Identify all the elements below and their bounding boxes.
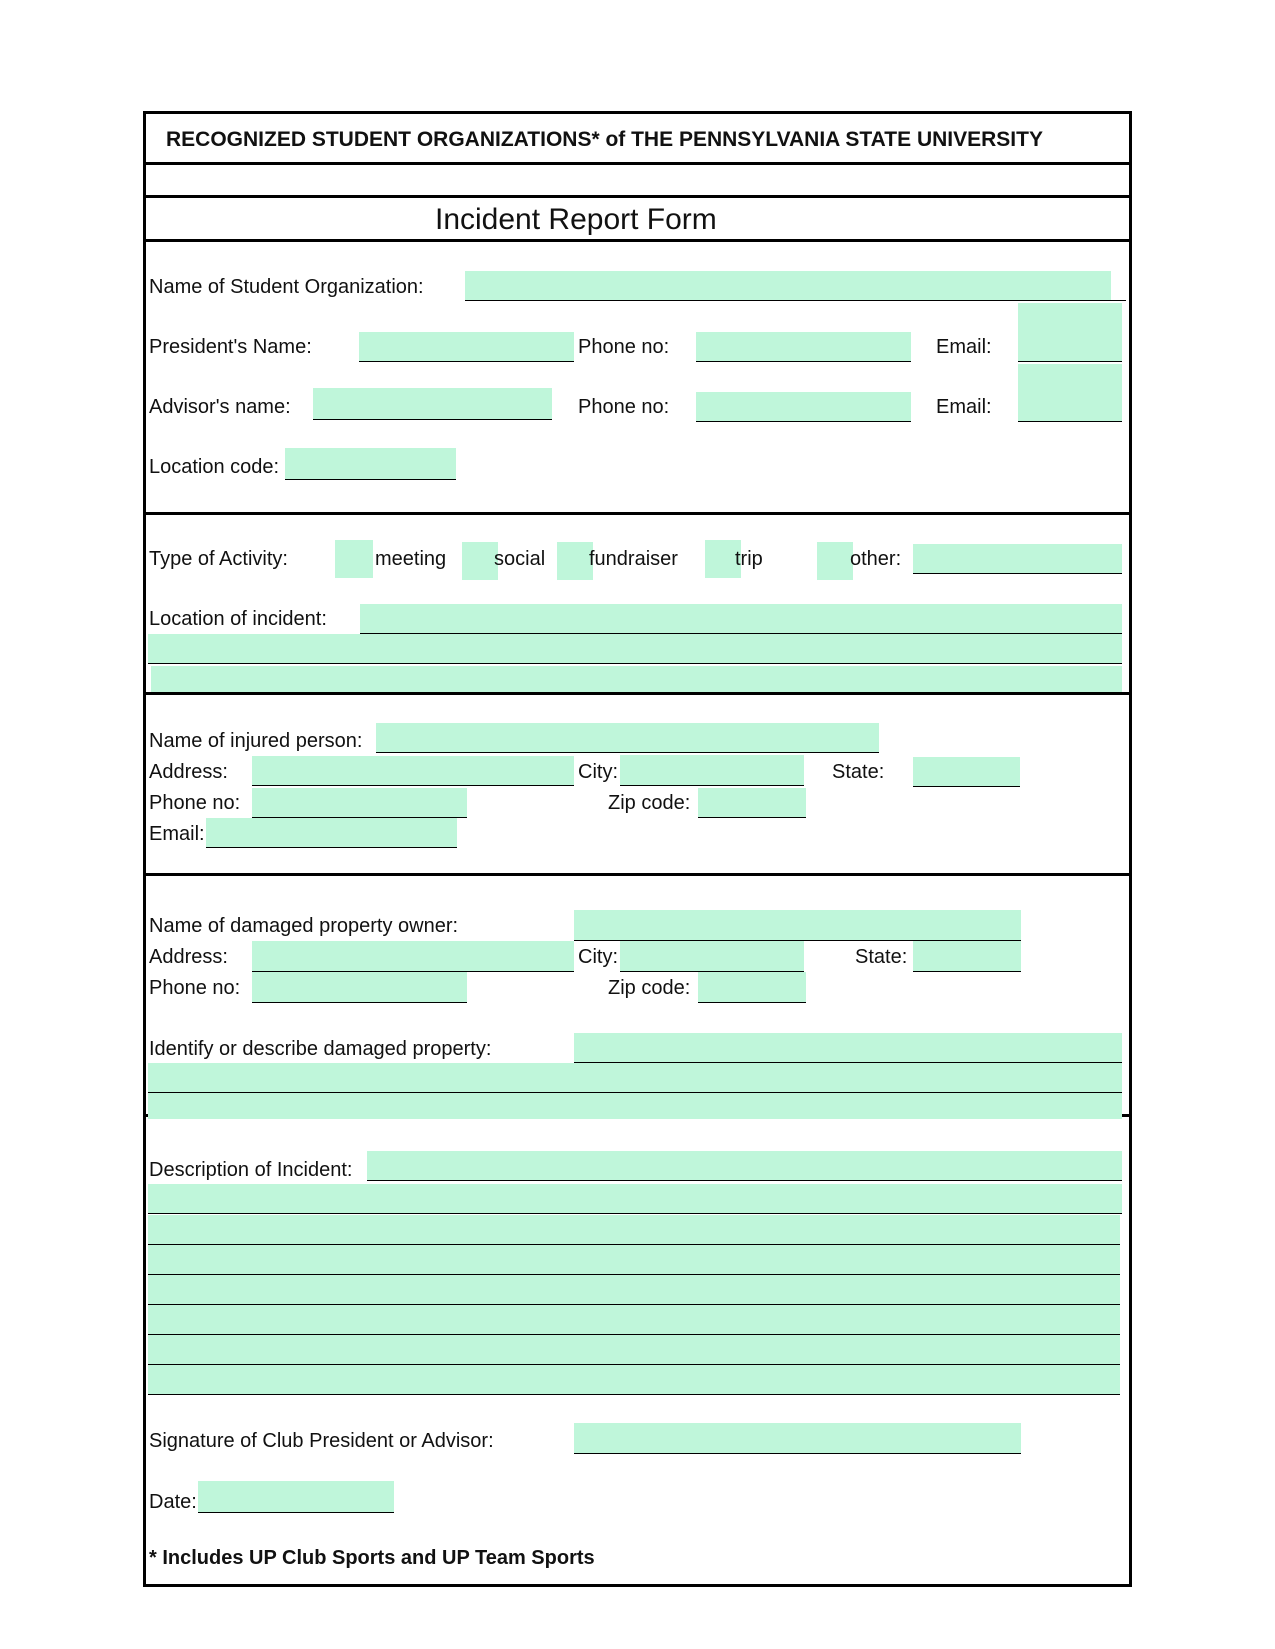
property-describe-line-3[interactable] (148, 1093, 1122, 1119)
incident-description-label: Description of Incident: (149, 1159, 353, 1181)
property-zip-field[interactable] (698, 972, 806, 1003)
incident-location-field[interactable] (360, 604, 1122, 634)
advisor-name-label: Advisor's name: (149, 396, 291, 418)
divider (143, 512, 1132, 515)
fundraiser-checkbox[interactable] (557, 542, 593, 580)
divider (143, 162, 1132, 165)
property-address-field[interactable] (252, 941, 574, 972)
injured-city-label: City: (578, 761, 618, 783)
injured-address-field[interactable] (252, 756, 574, 786)
property-state-label: State: (855, 946, 908, 968)
property-owner-label: Name of damaged property owner: (149, 915, 459, 937)
property-city-label: City: (578, 946, 618, 968)
injured-name-label: Name of injured person: (149, 730, 363, 752)
other-checkbox[interactable] (817, 542, 853, 580)
divider (143, 692, 1132, 695)
incident-description-line-7[interactable] (148, 1335, 1120, 1365)
activity-type-label: Type of Activity: (149, 548, 288, 570)
injured-address-label: Address: (149, 761, 228, 783)
signature-field[interactable] (574, 1423, 1021, 1454)
incident-description-line-3[interactable] (148, 1215, 1120, 1245)
injured-phone-field[interactable] (252, 788, 467, 818)
injured-email-label: Email: (149, 823, 205, 845)
advisor-phone-field[interactable] (696, 392, 911, 422)
divider (143, 873, 1132, 876)
injured-zip-label: Zip code: (608, 792, 691, 814)
advisor-email-field[interactable] (1018, 364, 1122, 422)
property-describe-line-2[interactable] (148, 1063, 1122, 1093)
property-phone-label: Phone no: (149, 977, 241, 999)
advisor-email-label: Email: (936, 396, 992, 418)
injured-name-field[interactable] (376, 723, 879, 753)
advisor-phone-label: Phone no: (578, 396, 670, 418)
trip-option-label: trip (735, 548, 763, 570)
president-email-label: Email: (936, 336, 992, 358)
form-title: Incident Report Form (435, 203, 717, 236)
location-code-field[interactable] (285, 448, 456, 480)
incident-location-label: Location of incident: (149, 608, 327, 630)
other-activity-field[interactable] (913, 544, 1122, 574)
injured-state-label: State: (832, 761, 885, 783)
underline (1111, 300, 1126, 301)
incident-description-field[interactable] (367, 1151, 1122, 1181)
incident-description-line-4[interactable] (148, 1245, 1120, 1275)
fundraiser-option-label: fundraiser (589, 548, 678, 570)
location-code-label: Location code: (149, 456, 280, 478)
meeting-option-label: meeting (375, 548, 447, 570)
org-name-label: Name of Student Organization: (149, 276, 424, 298)
incident-description-line-8[interactable] (148, 1365, 1120, 1395)
social-checkbox[interactable] (462, 542, 498, 580)
president-name-field[interactable] (359, 332, 574, 362)
other-option-label: other: (850, 548, 902, 570)
property-phone-field[interactable] (252, 972, 467, 1003)
footnote: * Includes UP Club Sports and UP Team Sports (149, 1547, 595, 1569)
incident-description-line-6[interactable] (148, 1305, 1120, 1335)
meeting-checkbox[interactable] (335, 540, 373, 578)
org-name-field[interactable] (465, 271, 1111, 301)
org-title: RECOGNIZED STUDENT ORGANIZATIONS* of THE PENNSYLVANIA STATE UNIVERSITY (166, 128, 1043, 151)
president-phone-field[interactable] (696, 332, 911, 362)
injured-zip-field[interactable] (698, 788, 806, 818)
injured-phone-label: Phone no: (149, 792, 241, 814)
property-describe-label: Identify or describe damaged property: (149, 1038, 492, 1060)
divider (143, 239, 1132, 242)
social-option-label: social (494, 548, 546, 570)
injured-state-field[interactable] (913, 757, 1020, 787)
property-describe-field[interactable] (574, 1033, 1122, 1063)
property-zip-label: Zip code: (608, 977, 691, 999)
incident-location-line-3[interactable] (151, 666, 1122, 692)
president-email-field[interactable] (1018, 303, 1122, 362)
date-label: Date: (149, 1491, 197, 1513)
injured-city-field[interactable] (620, 755, 804, 786)
president-phone-label: Phone no: (578, 336, 670, 358)
property-city-field[interactable] (620, 941, 804, 972)
advisor-name-field[interactable] (313, 388, 552, 420)
incident-description-line-5[interactable] (148, 1275, 1120, 1305)
signature-label: Signature of Club President or Advisor: (149, 1430, 494, 1452)
incident-description-line-2[interactable] (148, 1184, 1122, 1214)
injured-email-field[interactable] (206, 818, 457, 848)
property-owner-field[interactable] (574, 910, 1021, 941)
property-address-label: Address: (149, 946, 228, 968)
date-field[interactable] (198, 1481, 394, 1513)
divider (143, 195, 1132, 198)
property-state-field[interactable] (913, 941, 1021, 972)
president-name-label: President's Name: (149, 336, 312, 358)
incident-location-line-2[interactable] (148, 634, 1122, 664)
